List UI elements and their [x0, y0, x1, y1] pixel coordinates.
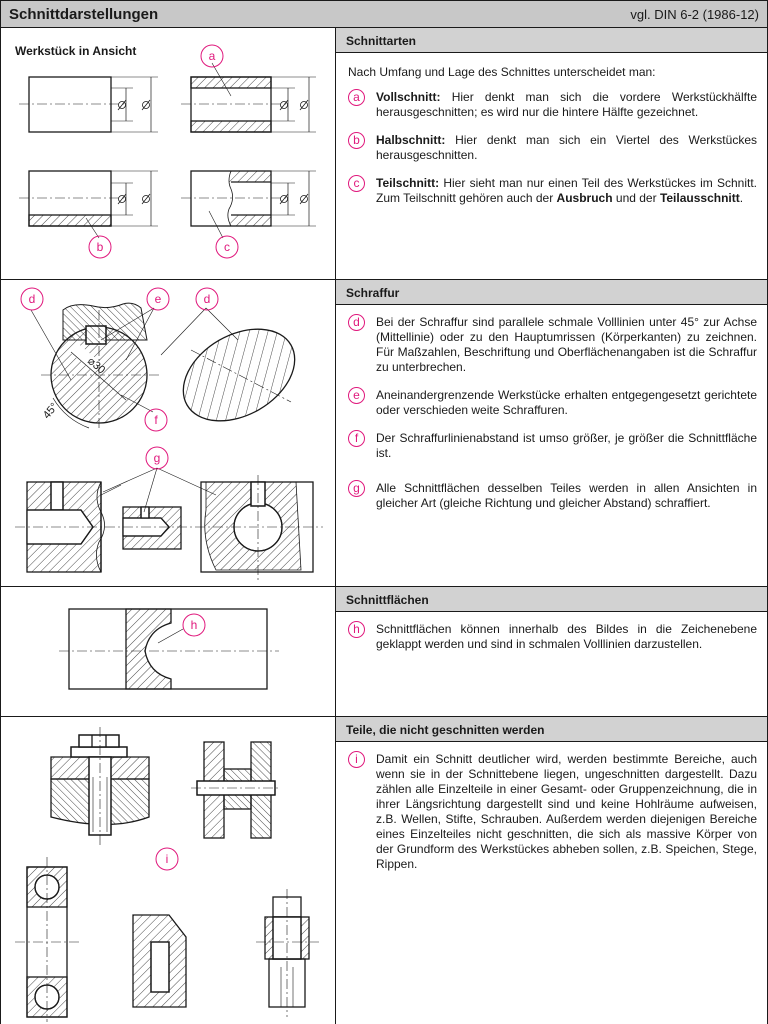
label-h: h — [190, 618, 198, 632]
label-g: g — [153, 451, 161, 465]
diameter-label: ⌀30 — [85, 355, 108, 377]
label-d-2: d — [203, 292, 211, 306]
marker-b: b — [348, 132, 365, 149]
term: Teilausschnitt — [659, 191, 740, 205]
list-item — [348, 752, 757, 872]
revolved-section-drawing — [1, 587, 336, 717]
marker-d: d — [348, 314, 365, 331]
label-a: a — [208, 49, 216, 63]
term: Ausbruch — [556, 191, 613, 205]
section-schnittarten — [0, 28, 768, 280]
item-text: Bei der Schraffur sind parallele schmale Volllinien unter 45° zur Achse (Mittellinie) oder zu den Hauptumrissen (Körperkanten) zu zeichnen. Für Maßzahlen, Beschriftung und Oberflächenangaben ist die Schraffur zu unterbrechen. — [376, 315, 757, 374]
section-schraffur — [0, 280, 768, 587]
list-item — [348, 90, 757, 120]
figure-schnittflaechen — [1, 587, 336, 716]
section-schnittflaechen — [0, 587, 768, 717]
marker-e: e — [348, 387, 365, 404]
list-item — [348, 481, 757, 511]
item-text: Hier denkt man sich ein Viertel des Werkstückes herausgeschnitten. — [376, 133, 757, 162]
list-item — [348, 176, 757, 206]
label-f: f — [154, 413, 158, 427]
item-text: Alle Schnittflächen desselben Teiles werden in allen Ansichten in gleicher Art (gleiche Richtung und gleicher Abstand) schraffiert. — [376, 481, 757, 510]
label-e: e — [154, 292, 162, 306]
label-c: c — [224, 240, 230, 254]
marker-h: h — [348, 621, 365, 638]
figure-title: Werkstück in Ansicht — [15, 44, 137, 58]
intro-text: Nach Umfang und Lage des Schnittes unterscheidet man: — [348, 65, 656, 79]
term: Halbschnitt: — [376, 133, 446, 147]
marker-f: f — [348, 430, 365, 447]
term: Vollschnitt: — [376, 90, 441, 104]
list-item — [348, 388, 757, 418]
text-nicht-geschnitten — [336, 717, 767, 1024]
hatching-drawing — [1, 280, 336, 587]
section-heading: Teile, die nicht geschnitten werden — [336, 717, 767, 742]
list-item — [348, 622, 757, 652]
item-text: und der — [612, 191, 660, 205]
section-heading: Schnittarten — [336, 28, 767, 53]
section-heading: Schnittflächen — [336, 587, 767, 612]
page-header — [0, 0, 768, 28]
list-item — [348, 431, 757, 461]
page-title: Schnittdarstellungen — [9, 5, 159, 23]
text-schnittflaechen — [336, 587, 767, 716]
item-text: Der Schraffurlinienabstand ist umso größer, je größer die Schnittfläche ist. — [376, 431, 757, 460]
figure-schnittarten — [1, 28, 336, 279]
item-text: Aneinandergrenzende Werkstücke erhalten entgegengesetzt gerichtete oder verschieden weite Schraffuren. — [376, 388, 757, 417]
text-schraffur — [336, 280, 767, 586]
list-item — [348, 315, 757, 375]
item-text: Hier sieht man nur einen Teil des Werkstückes im Schnitt. Zum Teilschnitt gehören auch der — [376, 176, 757, 205]
label-i: i — [165, 852, 169, 866]
item-text: Schnittflächen können innerhalb des Bildes in die Zeichenebene geklappt werden und sind in schmalen Volllinien darzustellen. — [376, 622, 757, 651]
section-types-drawing — [1, 28, 336, 280]
item-text: Hier denkt man sich die vordere Werkstückhälfte herausgeschnitten; es wird nur die hintere Hälfte gezeichnet. — [376, 90, 757, 119]
item-text: . — [739, 191, 744, 205]
marker-g: g — [348, 480, 365, 497]
angle-label: 45° — [40, 400, 61, 422]
standard-reference: vgl. DIN 6-2 (1986-12) — [630, 6, 759, 22]
label-b: b — [96, 240, 104, 254]
figure-nicht-geschnitten — [1, 717, 336, 1024]
marker-a: a — [348, 89, 365, 106]
term: Teilschnitt: — [376, 176, 440, 190]
section-nicht-geschnitten — [0, 717, 768, 1024]
item-text: Damit ein Schnitt deutlicher wird, werden bestimmte Bereiche, auch wenn sie in der Schnittebene liegen, ungeschnitten dargestellt. Dazu zählen alle Einzelteile in einer Gesamt- oder Gruppenzeichnung, die in ihrer Längsrichtung dargestellt sind und keine Hohlräume aufweisen, z.B. Wellen, Stifte, Schrauben. Außerdem werden diejenigen Bereiche eines Einzelteiles nicht geschnitten, die sich als massive Körper von der Grundform des Werkstückes abheben sollen, z.B. Speichen, Stege, Rippen. — [376, 752, 757, 871]
figure-schraffur — [1, 280, 336, 586]
text-schnittarten — [336, 28, 767, 279]
marker-i: i — [348, 751, 365, 768]
label-d: d — [28, 292, 36, 306]
section-heading: Schraffur — [336, 280, 767, 305]
unsectioned-parts-drawing — [1, 717, 336, 1024]
marker-c: c — [348, 175, 365, 192]
list-item — [348, 133, 757, 163]
